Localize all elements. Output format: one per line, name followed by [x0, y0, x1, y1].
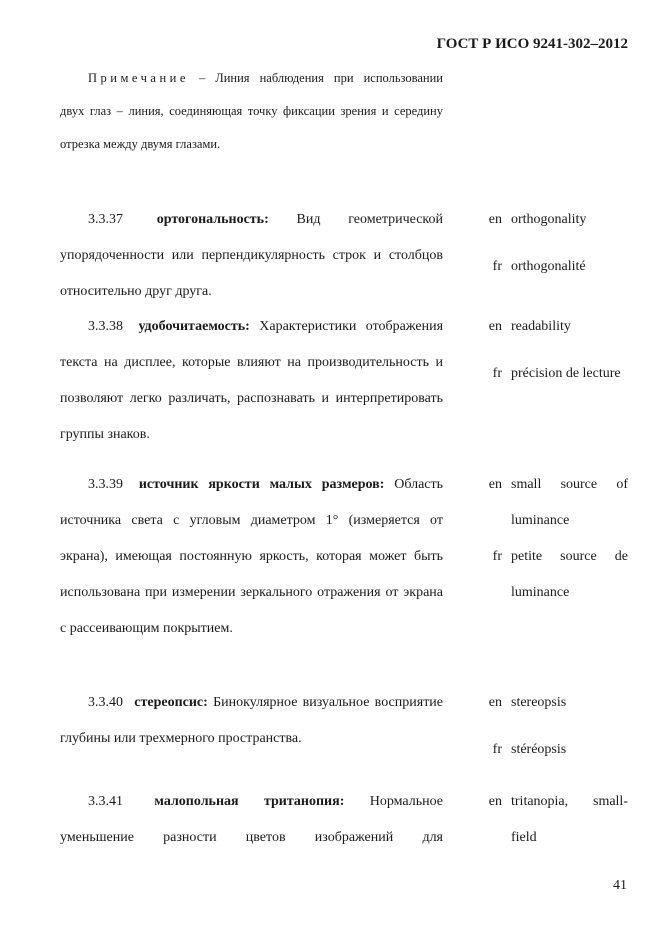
lang-code: en — [488, 319, 502, 334]
translation-term: readability — [511, 319, 571, 334]
translation-term: small source of luminance — [511, 477, 628, 528]
entry-definition: Область источника света с угловым диаметром 1° (измеряется от экрана), имеющая постоянную яркость, которая может быть использована при измерении зеркального отражения от экрана с рассеивающим покрытием. — [60, 477, 444, 636]
entry-number: 3.3.38 — [88, 319, 123, 334]
note-first-line — [60, 62, 443, 95]
translation-term: stéréopsis — [511, 742, 567, 757]
term-entry-definition — [60, 467, 443, 647]
translation-row — [480, 356, 628, 392]
lang-code: fr — [492, 742, 502, 757]
lang-code: en — [488, 695, 502, 710]
entry-definition: Бинокулярное визуальное восприятие глубины или трехмерного пространства. — [60, 695, 444, 746]
entry-number: 3.3.40 — [88, 695, 123, 710]
translation-row — [480, 732, 628, 768]
lang-code: fr — [492, 259, 502, 274]
term-translations — [480, 784, 628, 856]
lang-code: en — [488, 212, 502, 227]
note-text-line1: – Линия наблюдения при использовании — [188, 71, 443, 85]
lang-code: en — [488, 477, 502, 492]
translation-row — [480, 309, 628, 345]
lang-code: fr — [492, 366, 502, 381]
entry-term: малопольная тританопия: — [154, 794, 345, 809]
lang-code: en — [488, 794, 502, 809]
document-header: ГОСТ Р ИСО 9241-302–2012 — [436, 36, 628, 52]
term-translations — [480, 202, 628, 285]
term-translations — [480, 685, 628, 768]
translation-row — [480, 685, 628, 721]
note-text: двух глаз – линия, соединяющая точку фиксации зрения и середину отрезка между двумя глазами. — [60, 104, 443, 151]
entry-number: 3.3.37 — [88, 212, 123, 227]
term-entry-definition — [60, 309, 443, 453]
entry-term: стереопсис: — [134, 695, 208, 710]
entry-number: 3.3.41 — [88, 794, 123, 809]
translation-row — [480, 784, 628, 856]
term-translations — [480, 309, 628, 392]
translation-term: petite source de luminance — [511, 549, 628, 600]
entry-term: источник яркости малых размеров: — [138, 477, 385, 492]
term-entry-definition — [60, 202, 443, 310]
translation-term: stereopsis — [511, 695, 567, 710]
entry-definition: Вид геометрической упорядоченности или перпендикулярность строк и столбцов относительно друг друга. — [60, 212, 443, 299]
entry-term: ортогональность: — [156, 212, 269, 227]
translation-term: tritanopia, small-field — [511, 794, 628, 845]
translation-term: orthogonalité — [511, 259, 586, 274]
entry-definition: Характеристики отображения текста на дисплее, которые влияют на производительность и позволяют легко различать, распознавать и интерпретировать группы знаков. — [60, 319, 444, 442]
page-number: 41 — [613, 878, 627, 893]
note-block — [60, 62, 443, 161]
lang-code: fr — [492, 549, 502, 564]
entry-definition: Нормальное уменьшение разности цветов изображений для — [60, 794, 443, 845]
term-entry-definition — [60, 784, 443, 856]
translation-row — [480, 467, 628, 539]
translation-term: orthogonality — [511, 212, 587, 227]
translation-term: précision de lecture — [511, 366, 621, 381]
entry-number: 3.3.39 — [88, 477, 123, 492]
entry-term: удобочитаемость: — [138, 319, 250, 334]
term-entry-definition — [60, 685, 443, 757]
term-translations — [480, 467, 628, 611]
note-label: Примечание — [88, 71, 189, 85]
translation-row — [480, 539, 628, 611]
translation-row — [480, 249, 628, 285]
translation-row — [480, 202, 628, 238]
